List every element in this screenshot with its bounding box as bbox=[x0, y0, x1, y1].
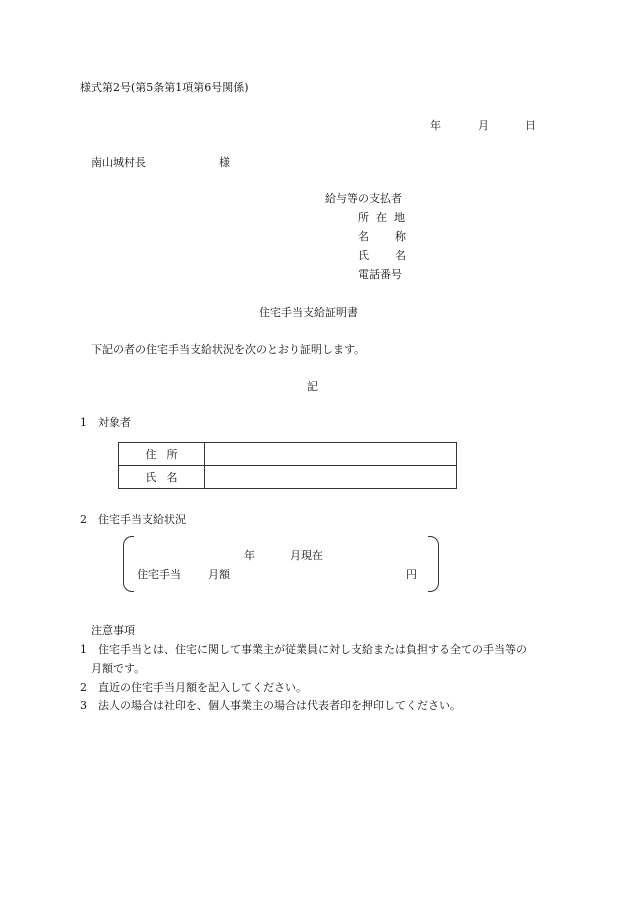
status-as-of-label: 月現在 bbox=[290, 549, 323, 562]
note-3: 3 法人の場合は社印を、個人事業主の場合は代表者印を押印してください。 bbox=[80, 699, 461, 712]
document-title: 住宅手当支給証明書 bbox=[259, 306, 358, 319]
allowance-label: 住宅手当 bbox=[137, 568, 181, 581]
addressee-name: 南山城村長 bbox=[91, 156, 146, 169]
section1-heading: 1 対象者 bbox=[80, 416, 131, 429]
note-2: 2 直近の住宅手当月額を記入してください。 bbox=[80, 681, 307, 694]
payer-address-label: 所 在 地 bbox=[358, 211, 405, 224]
yen-unit: 円 bbox=[406, 568, 417, 581]
name-label: 氏名 bbox=[119, 466, 205, 489]
section2-heading: 2 住宅手当支給状況 bbox=[80, 513, 186, 526]
notes-heading: 注意事項 bbox=[91, 624, 135, 637]
table-row bbox=[119, 443, 457, 466]
target-person-table bbox=[118, 442, 457, 489]
addressee-honorific: 様 bbox=[219, 156, 230, 169]
ki-heading: 記 bbox=[307, 380, 318, 393]
payer-person-label: 氏 名 bbox=[358, 249, 406, 262]
note-1-line2: 月額です。 bbox=[91, 662, 146, 675]
note-1-line1: 1 住宅手当とは、住宅に関して事業主が従業員に対し支給または負担する全ての手当等の bbox=[80, 643, 527, 656]
monthly-amount-label: 月額 bbox=[208, 568, 230, 581]
intro-text: 下記の者の住宅手当支給状況を次のとおり証明します。 bbox=[91, 343, 366, 356]
table-row bbox=[119, 466, 457, 489]
left-bracket bbox=[123, 536, 134, 592]
date-month-label: 月 bbox=[478, 119, 489, 132]
form-number: 様式第2号(第5条第1項第6号関係) bbox=[80, 81, 249, 94]
address-label: 住所 bbox=[119, 443, 205, 466]
payer-phone-label: 電話番号 bbox=[358, 268, 402, 281]
payer-heading: 給与等の支払者 bbox=[325, 192, 402, 205]
status-year-label: 年 bbox=[244, 549, 255, 562]
address-field[interactable] bbox=[205, 443, 457, 466]
date-day-label: 日 bbox=[525, 119, 536, 132]
payer-name-label: 名 称 bbox=[358, 230, 406, 243]
right-bracket bbox=[428, 536, 439, 592]
date-year-label: 年 bbox=[430, 119, 441, 132]
name-field[interactable] bbox=[205, 466, 457, 489]
